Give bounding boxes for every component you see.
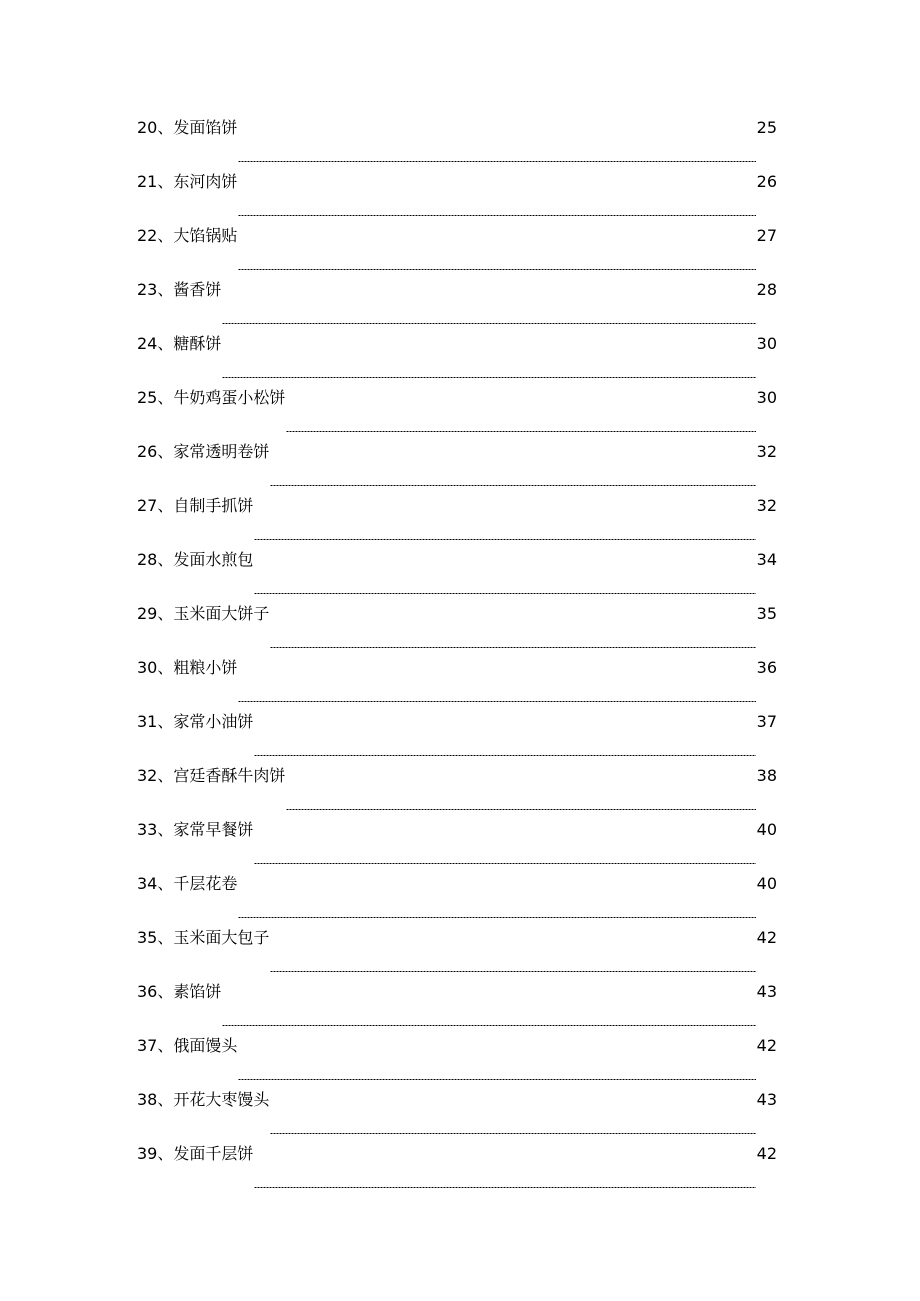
toc-entry-title: 38、开花大枣馒头 xyxy=(137,1090,270,1109)
toc-entry-title: 24、糖酥饼 xyxy=(137,334,222,353)
toc-entry-title: 29、玉米面大饼子 xyxy=(137,604,270,623)
toc-entry-title: 30、粗粮小饼 xyxy=(137,658,238,677)
toc-entry[interactable] xyxy=(137,1034,777,1088)
toc-entry-title: 26、家常透明卷饼 xyxy=(137,442,270,461)
toc-entry-title: 39、发面千层饼 xyxy=(137,1144,254,1163)
toc-entry[interactable] xyxy=(137,710,777,764)
toc-entry[interactable] xyxy=(137,494,777,548)
toc-entry-title: 22、大馅锅贴 xyxy=(137,226,238,245)
toc-entry-title: 33、家常早餐饼 xyxy=(137,820,254,839)
toc-dot-leader xyxy=(238,161,755,162)
toc-entry[interactable] xyxy=(137,1088,777,1142)
toc-entry-page: 25 xyxy=(756,118,777,137)
toc-entry-page: 34 xyxy=(756,550,777,569)
toc-entry[interactable] xyxy=(137,440,777,494)
toc-entry-page: 30 xyxy=(756,388,777,407)
toc-entry-page: 43 xyxy=(756,1090,777,1109)
toc-entry-title: 23、酱香饼 xyxy=(137,280,222,299)
toc-entry[interactable] xyxy=(137,818,777,872)
toc-entry-page: 28 xyxy=(756,280,777,299)
toc-dot-leader xyxy=(238,917,755,918)
toc-dot-leader xyxy=(238,1079,755,1080)
toc-dot-leader xyxy=(286,809,755,810)
toc-entry-page: 40 xyxy=(756,874,777,893)
toc-dot-leader xyxy=(270,1133,755,1134)
toc-entry[interactable] xyxy=(137,980,777,1034)
toc-entry[interactable] xyxy=(137,872,777,926)
toc-entry[interactable] xyxy=(137,1142,777,1196)
toc-entry-title: 36、素馅饼 xyxy=(137,982,222,1001)
toc-entry-page: 42 xyxy=(756,928,777,947)
toc-entry-page: 38 xyxy=(756,766,777,785)
toc-entry-page: 42 xyxy=(756,1144,777,1163)
toc-entry[interactable] xyxy=(137,224,777,278)
toc-dot-leader xyxy=(254,593,755,594)
toc-dot-leader xyxy=(286,431,755,432)
toc-entry[interactable] xyxy=(137,656,777,710)
toc-dot-leader xyxy=(254,755,755,756)
toc-entry-page: 32 xyxy=(756,496,777,515)
toc-entry-page: 40 xyxy=(756,820,777,839)
toc-entry-page: 43 xyxy=(756,982,777,1001)
toc-dot-leader xyxy=(270,647,755,648)
toc-dot-leader xyxy=(270,485,755,486)
toc-entry-page: 37 xyxy=(756,712,777,731)
toc-entry-title: 35、玉米面大包子 xyxy=(137,928,270,947)
toc-dot-leader xyxy=(238,701,755,702)
toc-entry-title: 37、俄面馒头 xyxy=(137,1036,238,1055)
toc-entry-page: 30 xyxy=(756,334,777,353)
toc-entry-page: 26 xyxy=(756,172,777,191)
toc-entry[interactable] xyxy=(137,926,777,980)
toc-entry-page: 36 xyxy=(756,658,777,677)
toc-entry[interactable] xyxy=(137,602,777,656)
toc-entry[interactable] xyxy=(137,116,777,170)
toc-entry-page: 35 xyxy=(756,604,777,623)
toc-entry-page: 27 xyxy=(756,226,777,245)
toc-dot-leader xyxy=(254,863,755,864)
toc-entry-page: 32 xyxy=(756,442,777,461)
toc-dot-leader xyxy=(238,215,755,216)
toc-dot-leader xyxy=(222,1025,755,1026)
table-of-contents xyxy=(137,116,777,1196)
toc-dot-leader xyxy=(270,971,755,972)
toc-entry-title: 27、自制手抓饼 xyxy=(137,496,254,515)
toc-dot-leader xyxy=(222,323,755,324)
toc-entry-title: 21、东河肉饼 xyxy=(137,172,238,191)
toc-dot-leader xyxy=(222,377,755,378)
toc-entry-title: 28、发面水煎包 xyxy=(137,550,254,569)
toc-entry[interactable] xyxy=(137,332,777,386)
toc-entry-title: 34、千层花卷 xyxy=(137,874,238,893)
toc-entry[interactable] xyxy=(137,386,777,440)
toc-entry[interactable] xyxy=(137,278,777,332)
toc-entry[interactable] xyxy=(137,548,777,602)
toc-entry-page: 42 xyxy=(756,1036,777,1055)
toc-entry[interactable] xyxy=(137,170,777,224)
toc-dot-leader xyxy=(254,1187,755,1188)
toc-entry-title: 32、宫廷香酥牛肉饼 xyxy=(137,766,286,785)
toc-entry-title: 31、家常小油饼 xyxy=(137,712,254,731)
toc-dot-leader xyxy=(254,539,755,540)
toc-entry-title: 25、牛奶鸡蛋小松饼 xyxy=(137,388,286,407)
toc-entry[interactable] xyxy=(137,764,777,818)
toc-entry-title: 20、发面馅饼 xyxy=(137,118,238,137)
toc-dot-leader xyxy=(238,269,755,270)
